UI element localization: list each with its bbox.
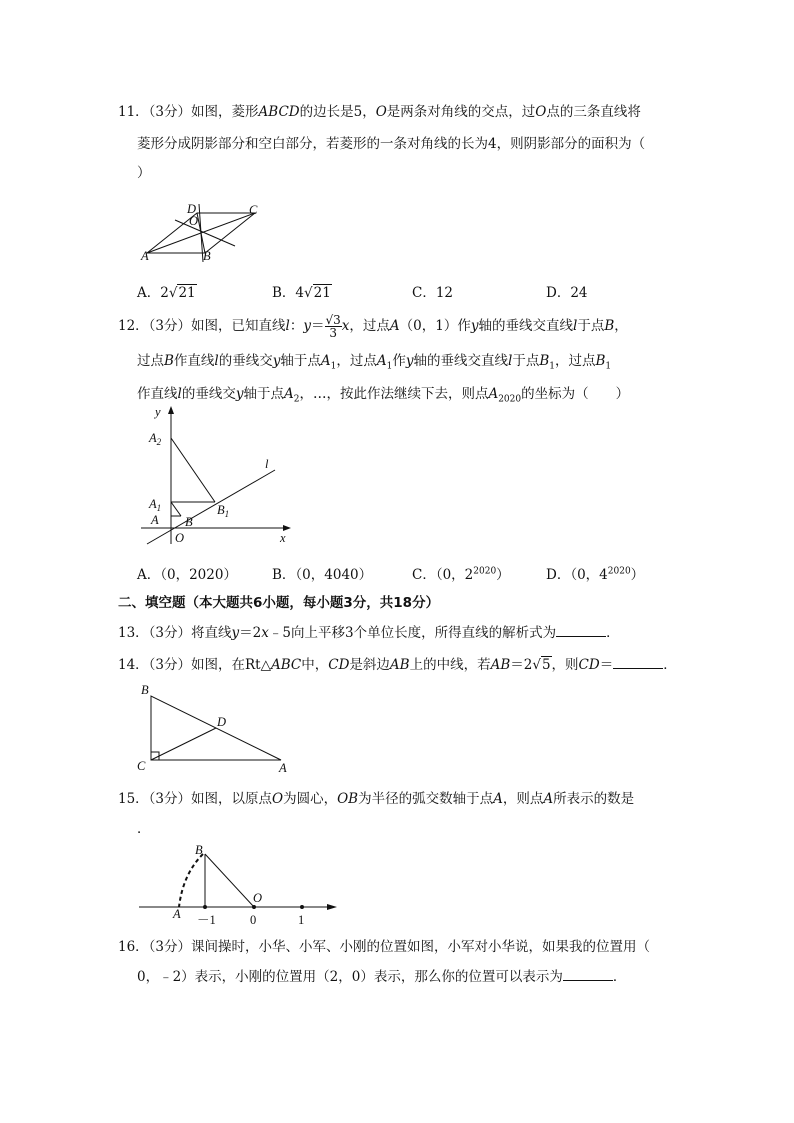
q11-line3: ） xyxy=(137,165,151,181)
q12-line2: 过点B作直线l的垂线交y轴于点$A_1$，过点$A_1$作y轴的垂线交直线l于点$B_1$，过点$B_1$ xyxy=(137,353,612,372)
q12-label-l: l xyxy=(265,457,269,471)
q11-option-b: B．4√21 xyxy=(272,285,331,301)
q12-axes-figure xyxy=(135,402,305,552)
q12-label-O: O xyxy=(175,531,185,545)
q12-option-c: C．（0，$2^{2020}$） xyxy=(412,566,510,583)
q11-label-A: A xyxy=(141,249,149,263)
q11-option-c: C．12 xyxy=(412,285,454,301)
q15-line2: ． xyxy=(137,821,151,837)
q12-label-B1: $B_1$ xyxy=(217,503,230,519)
q12-label-y: y xyxy=(155,405,161,419)
q12-line3: 作直线l的垂线交y轴于点$A_2$，…，按此作法继续下去，则点$A_{2020}$的坐标为（ ） xyxy=(137,386,630,405)
q11-rhombus-figure xyxy=(135,198,275,268)
q12-option-a: A．（0，2020） xyxy=(137,567,237,583)
q16-line1: 16．（3分）课间操时，小华、小军、小刚的位置如图，小军对小华说，如果我的位置用（ xyxy=(118,939,651,955)
q11-option-a: A．2√21 xyxy=(137,285,196,301)
q15-arc xyxy=(179,854,203,907)
q15-label-A: A xyxy=(173,907,181,921)
q12-label-B: B xyxy=(185,515,193,529)
q15-tick-0: 0 xyxy=(250,913,257,927)
q12-option-d: D．（0，$4^{2020}$） xyxy=(546,566,645,583)
q11-line2: 菱形分成阴影部分和空白部分，若菱形的一条对角线的长为4，则阴影部分的面积为（ xyxy=(137,136,646,152)
q12-option-b: B．（0，4040） xyxy=(272,567,373,583)
q11-label-D: D xyxy=(187,202,197,216)
q12-label-x: x xyxy=(280,531,286,545)
q12-label-A1: $A_1$ xyxy=(149,497,162,513)
q14-median-CD xyxy=(151,728,216,760)
q12-line-l xyxy=(147,470,275,544)
q11-line1: 11．（3分）如图，菱形ABCD的边长是5，O是两条对角线的交点，过O点的三条直线将 xyxy=(118,104,641,120)
q15-numberline-figure xyxy=(135,840,345,930)
q15-tick-minus1: －1 xyxy=(197,913,216,927)
q11-label-B: B xyxy=(203,249,211,263)
q14-line: 14．（3分）如图，在Rt△ABC中，CD是斜边AB上的中线，若AB＝2√5，则CD＝ ． xyxy=(118,657,677,673)
q13-line: 13．（3分）将直线y＝2x﹣5向上平移3个单位长度，所得直线的解析式为 ． xyxy=(118,625,620,641)
q16-line2: 0，﹣2）表示，小刚的位置用（2，0）表示，那么你的位置可以表示为 ． xyxy=(137,969,627,985)
q11-label-O: O xyxy=(189,214,199,228)
q11-label-C: C xyxy=(249,203,258,217)
q11-option-d: D．24 xyxy=(546,285,588,301)
q15-line1: 15．（3分）如图，以原点O为圆心，OB为半径的弧交数轴于点A，则点A所表示的数是 xyxy=(118,791,635,807)
section-2-heading: 二、填空题（本大题共6小题，每小题3分，共18分） xyxy=(118,595,440,611)
q14-label-A: A xyxy=(279,761,287,775)
q12-line1: 12．（3分）如图，已知直线l：y＝ $\frac{√3}{3}$ x，过点A（0，1）作y轴的垂线交直线l于点B， xyxy=(118,313,628,340)
q14-label-B: B xyxy=(141,683,149,697)
q15-tick-1: 1 xyxy=(298,913,305,927)
q14-label-D: D xyxy=(217,715,227,729)
q14-label-C: C xyxy=(137,759,146,773)
q12-label-A: A xyxy=(151,513,159,527)
q15-label-B: B xyxy=(195,843,203,857)
q12-label-A2: $A_2$ xyxy=(149,431,162,447)
q15-label-O: O xyxy=(253,891,263,905)
q14-triangle-figure xyxy=(135,680,295,775)
